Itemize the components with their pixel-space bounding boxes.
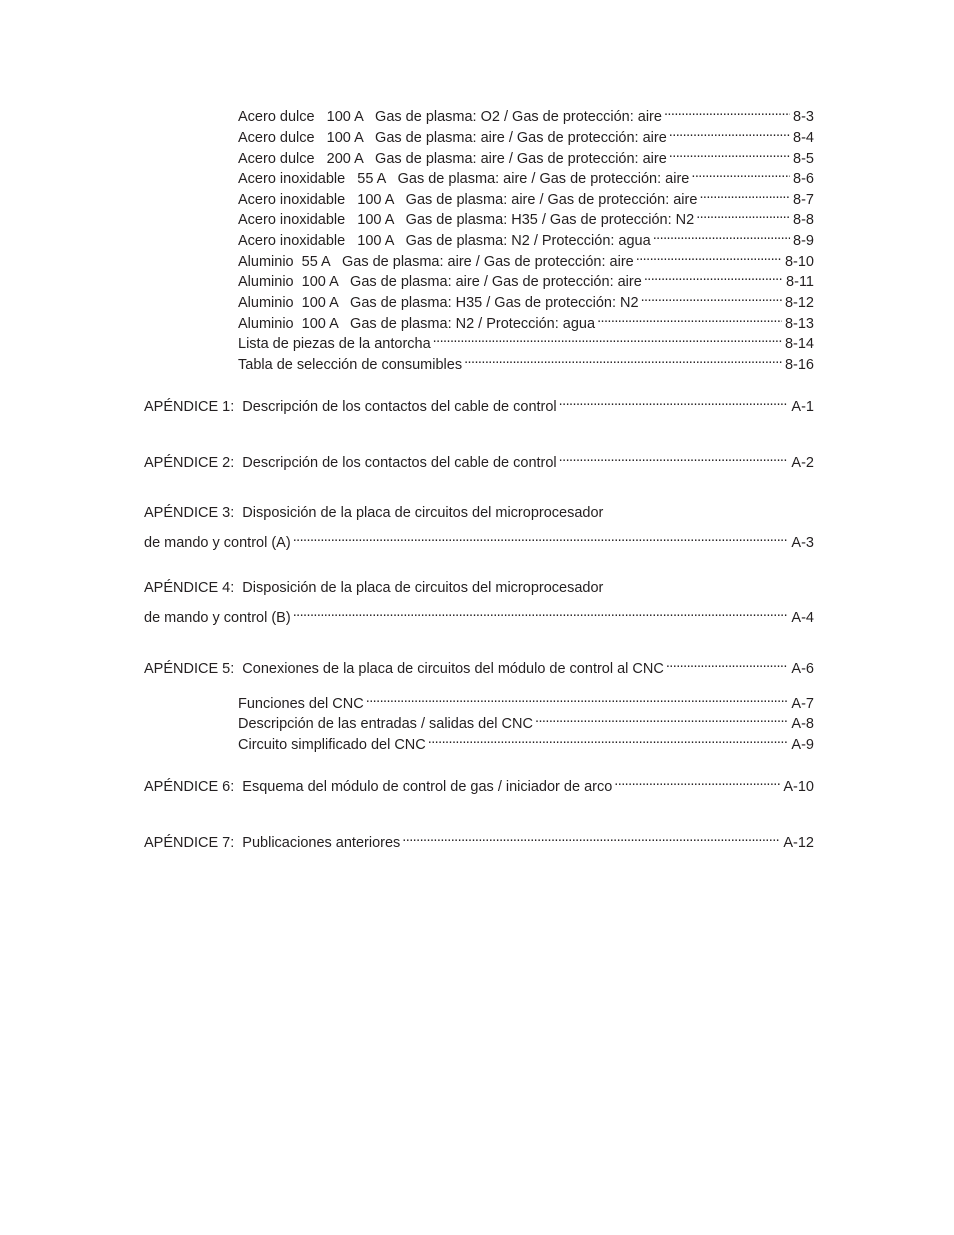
dot-leader: [691, 163, 790, 183]
dot-leader: [433, 328, 782, 348]
toc-entry-page: 8-14: [784, 336, 814, 352]
toc-heading-appendix-4: APÉNDICE 4: Disposición de la placa de circuitos del microprocesador: [144, 580, 604, 596]
toc-entry-appendix-7[interactable]: [144, 827, 814, 851]
toc-entry-label: Acero dulce 100 A Gas de plasma: O2 / Gas de protección: aire: [238, 109, 662, 125]
toc-entry[interactable]: [238, 308, 814, 332]
dot-leader: [664, 101, 790, 121]
toc-entry[interactable]: [238, 708, 814, 732]
toc-entry-label: Acero inoxidable 55 A Gas de plasma: aire / Gas de protección: aire: [238, 171, 690, 187]
toc-entry-page: 8-13: [784, 316, 814, 332]
toc-entry[interactable]: [238, 729, 814, 753]
toc-entry[interactable]: [238, 349, 814, 373]
toc-entry-label: de mando y control (A): [144, 535, 291, 551]
toc-entry-page: 8-9: [793, 233, 814, 249]
dot-leader: [559, 447, 789, 467]
dot-leader: [366, 688, 789, 708]
toc-entry-page: 8-5: [793, 151, 814, 167]
toc-entry-label: APÉNDICE 1: Descripción de los contactos del cable de control: [144, 399, 557, 415]
toc-entry-appendix-6[interactable]: [144, 771, 814, 795]
toc-entry[interactable]: [238, 287, 814, 311]
dot-leader: [636, 246, 782, 266]
toc-entry[interactable]: [238, 225, 814, 249]
toc-entry-page: 8-8: [793, 212, 814, 228]
toc-entry-label: Acero dulce 100 A Gas de plasma: aire / Gas de protección: aire: [238, 130, 667, 146]
toc-entry-label: Acero dulce 200 A Gas de plasma: aire / Gas de protección: aire: [238, 151, 667, 167]
toc-entry[interactable]: [238, 101, 814, 125]
dot-leader: [653, 225, 790, 245]
dot-leader: [614, 771, 780, 791]
toc-entry-label: Aluminio 55 A Gas de plasma: aire / Gas de protección: aire: [238, 254, 634, 270]
dot-leader: [644, 266, 783, 286]
toc-entry[interactable]: [238, 328, 814, 352]
toc-entry-label: APÉNDICE 6: Esquema del módulo de control de gas / iniciador de arco: [144, 779, 613, 795]
dot-leader: [464, 349, 782, 369]
dot-leader: [293, 602, 789, 622]
toc-entry-page: 8-3: [793, 109, 814, 125]
toc-entry-label: Acero inoxidable 100 A Gas de plasma: aire / Gas de protección: aire: [238, 192, 698, 208]
dot-leader: [428, 729, 789, 749]
dot-leader: [559, 391, 789, 411]
dot-leader: [669, 143, 790, 163]
toc-entry-label: Acero inoxidable 100 A Gas de plasma: H35 / Gas de protección: N2: [238, 212, 695, 228]
toc-entry-label: APÉNDICE 5: Conexiones de la placa de circuitos del módulo de control al CNC: [144, 661, 664, 677]
toc-entry-page: 8-16: [784, 357, 814, 373]
dot-leader: [293, 527, 789, 547]
toc-entry-label: Tabla de selección de consumibles: [238, 357, 463, 373]
toc-entry-page: A-7: [791, 696, 814, 712]
toc-entry-page: A-3: [791, 535, 814, 551]
toc-entry-label: APÉNDICE 2: Descripción de los contactos del cable de control: [144, 455, 557, 471]
toc-entry-page: A-2: [791, 455, 814, 471]
toc-entry-label: Circuito simplificado del CNC: [238, 737, 426, 753]
toc-entry-label: Aluminio 100 A Gas de plasma: H35 / Gas de protección: N2: [238, 295, 639, 311]
toc-entry-label: de mando y control (B): [144, 610, 291, 626]
toc-entry[interactable]: [238, 122, 814, 146]
dot-leader: [696, 204, 790, 224]
toc-entry[interactable]: [238, 143, 814, 167]
toc-entry-appendix-2[interactable]: [144, 447, 814, 471]
toc-entry-appendix-3[interactable]: [144, 527, 814, 551]
toc-entry[interactable]: [238, 204, 814, 228]
dot-leader: [535, 708, 788, 728]
toc-entry-page: 8-7: [793, 192, 814, 208]
toc-entry[interactable]: [238, 688, 814, 712]
toc-entry-page: A-4: [791, 610, 814, 626]
toc-entry-label: Lista de piezas de la antorcha: [238, 336, 431, 352]
toc-entry-page: 8-6: [793, 171, 814, 187]
dot-leader: [666, 653, 789, 673]
toc-entry-page: A-6: [791, 661, 814, 677]
toc-entry-appendix-4[interactable]: [144, 602, 814, 626]
toc-entry[interactable]: [238, 246, 814, 270]
toc-entry-label: Aluminio 100 A Gas de plasma: N2 / Protección: agua: [238, 316, 596, 332]
toc-entry[interactable]: [238, 184, 814, 208]
dot-leader: [597, 308, 782, 328]
toc-heading-appendix-3: APÉNDICE 3: Disposición de la placa de circuitos del microprocesador: [144, 505, 604, 521]
toc-entry-appendix-1[interactable]: [144, 391, 814, 415]
toc-entry-page: A-1: [791, 399, 814, 415]
toc-entry[interactable]: [238, 266, 814, 290]
toc-entry-page: 8-4: [793, 130, 814, 146]
toc-entry-page: 8-12: [784, 295, 814, 311]
toc-entry-page: A-12: [783, 835, 814, 851]
toc-entry-label: Descripción de las entradas / salidas del CNC: [238, 716, 533, 732]
toc-entry-page: A-8: [791, 716, 814, 732]
toc-entry-label: Aluminio 100 A Gas de plasma: aire / Gas de protección: aire: [238, 274, 642, 290]
toc-entry-label: APÉNDICE 7: Publicaciones anteriores: [144, 835, 401, 851]
toc-entry-appendix-5[interactable]: [144, 653, 814, 677]
dot-leader: [669, 122, 790, 142]
toc-entry-page: 8-11: [786, 274, 814, 290]
dot-leader: [699, 184, 790, 204]
toc-entry[interactable]: [238, 163, 814, 187]
toc-entry-label: Acero inoxidable 100 A Gas de plasma: N2 / Protección: agua: [238, 233, 651, 249]
toc-entry-page: A-10: [783, 779, 814, 795]
dot-leader: [641, 287, 782, 307]
toc-entry-label: Funciones del CNC: [238, 696, 364, 712]
toc-entry-page: 8-10: [784, 254, 814, 270]
toc-entry-page: A-9: [791, 737, 814, 753]
dot-leader: [402, 827, 780, 847]
